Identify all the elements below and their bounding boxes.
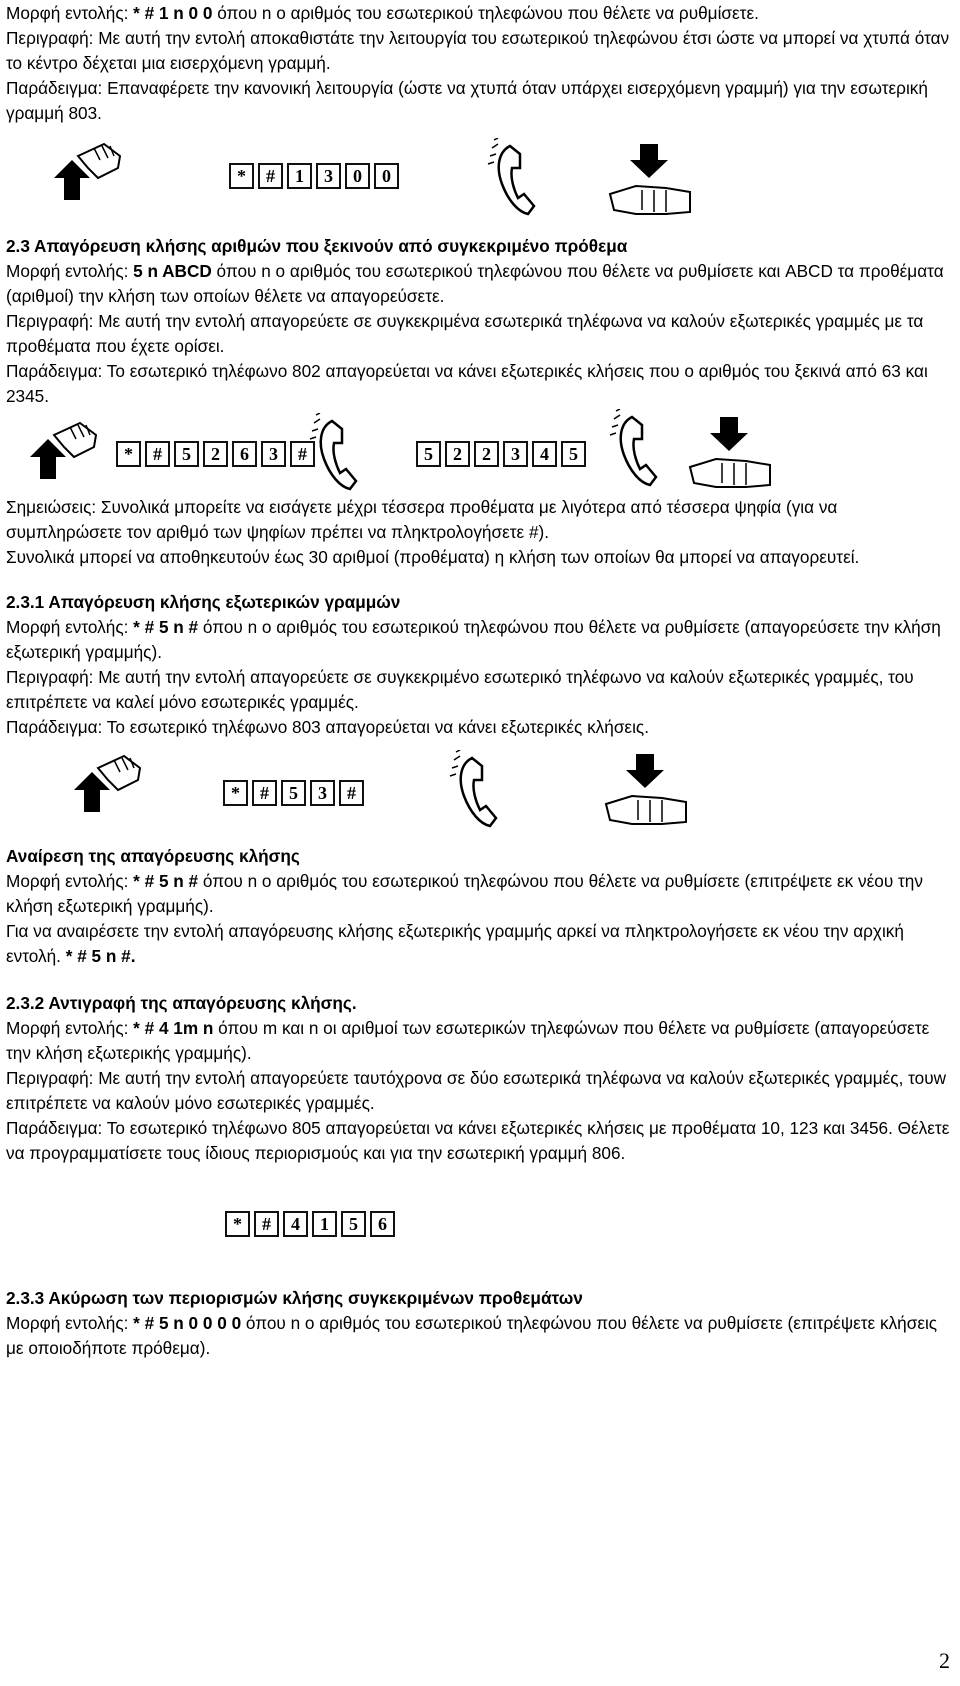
key: # <box>258 163 283 189</box>
figure-key-sequence-1 <box>6 126 954 234</box>
key: 3 <box>316 163 341 189</box>
hand-down-icon <box>686 417 776 493</box>
keypad-sequence <box>229 163 399 189</box>
keypad-sequence <box>225 1211 395 1237</box>
key: * <box>223 780 248 806</box>
key: 2 <box>203 441 228 467</box>
unban-heading: Αναίρεση της απαγόρευσης κλήσης <box>6 846 300 866</box>
keypad-sequence <box>223 780 364 806</box>
command-code: * # 4 1m n <box>133 1018 214 1038</box>
hand-down-icon <box>602 754 692 830</box>
ringing-phone-icon <box>606 409 666 489</box>
figure-key-sequence-4 <box>6 1166 954 1286</box>
key: 5 <box>561 441 586 467</box>
key: # <box>339 780 364 806</box>
key: * <box>229 163 254 189</box>
key: 1 <box>312 1211 337 1237</box>
key: # <box>290 441 315 467</box>
key: * <box>116 441 141 467</box>
key: 5 <box>281 780 306 806</box>
command-format-2-3-2: Μορφή εντολής: * # 4 1m n όπου m και n οι αριθμοί των εσωτερικών τηλεφώνων που θέλετε να ρυθμίσετε (απαγορεύσετε την κλήση εξωτερικής γραμμής). <box>6 1018 930 1063</box>
command-code: * # 1 n 0 0 <box>133 3 213 23</box>
key: 3 <box>261 441 286 467</box>
section-2-3-3-heading: 2.3.3 Ακύρωση των περιορισμών κλήσης συγκεκριμένων προθεμάτων <box>6 1288 583 1308</box>
figure-key-sequence-2 <box>6 409 954 495</box>
key: 1 <box>287 163 312 189</box>
key: 4 <box>283 1211 308 1237</box>
key: 2 <box>474 441 499 467</box>
notes-1: Σημειώσεις: Συνολικά μπορείτε να εισάγετε μέχρι τέσσερα προθέματα με λιγότερα από τέσσερα ψηφία (για να συμπληρώσετε τον αριθμό των ψηφίων πρέπει να πληκτρολογήσετε #). <box>6 497 838 542</box>
key: 3 <box>503 441 528 467</box>
command-format-unban: Μορφή εντολής: * # 5 n # όπου n ο αριθμός του εσωτερικού τηλεφώνου που θέλετε να ρυθμίσετε (επιτρέψετε εκ νέου την κλήση εξωτερική γραμμής). <box>6 871 923 916</box>
notes-2: Συνολικά μπορεί να αποθηκευτούν έως 30 αριθμοί (προθέματα) η κλήση των οποίων θα μπορεί να απαγορευτεί. <box>6 547 860 567</box>
key: 6 <box>370 1211 395 1237</box>
key: 0 <box>345 163 370 189</box>
hand-up-icon <box>34 138 134 210</box>
command-code: * # 5 n # <box>133 617 199 637</box>
key: 4 <box>532 441 557 467</box>
command-code: * # 5 n # <box>133 871 199 891</box>
command-code: * # 5 n 0 0 0 0 <box>133 1313 242 1333</box>
key: 3 <box>310 780 335 806</box>
command-format-1: Μορφή εντολής: * # 1 n 0 0 όπου n ο αριθμός του εσωτερικού τηλεφώνου που θέλετε να ρυθμίσετε. <box>6 3 759 23</box>
key: 2 <box>445 441 470 467</box>
ringing-phone-icon <box>306 413 366 493</box>
key: 5 <box>174 441 199 467</box>
description-2-3-1: Περιγραφή: Με αυτή την εντολή απαγορεύετε σε συγκεκριμένο εσωτερικό τηλέφωνο να καλούν εξωτερικές γραμμές, του επιτρέπετε να καλεί μόνο εσωτερικές γραμμές. <box>6 667 914 712</box>
keypad-sequence <box>416 441 586 467</box>
document-page <box>6 0 954 1361</box>
description-2-3-2: Περιγραφή: Με αυτή την εντολή απαγορεύετε ταυτόχρονα σε δύο εσωτερικά τηλέφωνα να καλούν εξωτερικές γραμμές, τουw επιτρέπετε να καλούν μόνο εσωτερικές γραμμές. <box>6 1068 947 1113</box>
hand-down-icon <box>606 144 696 220</box>
command-format-2-3-3: Μορφή εντολής: * # 5 n 0 0 0 0 όπου n ο αριθμός του εσωτερικού τηλεφώνου που θέλετε να ρυθμίσετε (επιτρέψετε κλήσεις με οποιοδήποτε πρόθεμα). <box>6 1313 938 1358</box>
hand-up-icon <box>10 417 110 489</box>
example-1: Παράδειγμα: Επαναφέρετε την κανονική λειτουργία (ώστε να χτυπά όταν υπάρχει εισερχόμενη γραμμή) για την εσωτερική γραμμή 803. <box>6 78 928 123</box>
section-2-3-heading: 2.3 Απαγόρευση κλήσης αριθμών που ξεκινούν από συγκεκριμένο πρόθεμα <box>6 236 628 256</box>
key: # <box>254 1211 279 1237</box>
ringing-phone-icon <box>484 138 554 222</box>
key: 5 <box>416 441 441 467</box>
key: * <box>225 1211 250 1237</box>
figure-key-sequence-3 <box>6 740 954 844</box>
command-format-2-3-1: Μορφή εντολής: * # 5 n # όπου n ο αριθμός του εσωτερικού τηλεφώνου που θέλετε να ρυθμίσετε (απαγορεύσετε την κλήση εξωτερική γραμμής). <box>6 617 941 662</box>
command-code: 5 n ABCD <box>133 261 212 281</box>
command-code: * # 5 n #. <box>65 946 136 966</box>
key: # <box>145 441 170 467</box>
example-2-3-1: Παράδειγμα: Το εσωτερικό τηλέφωνο 803 απαγορεύεται να κάνει εξωτερικές κλήσεις. <box>6 717 649 737</box>
section-2-3-1-heading: 2.3.1 Απαγόρευση κλήσης εξωτερικών γραμμών <box>6 592 401 612</box>
ringing-phone-icon <box>446 750 516 834</box>
command-format-2-3: Μορφή εντολής: 5 n ABCD όπου n ο αριθμός του εσωτερικού τηλεφώνου που θέλετε να ρυθμίσετε και ABCD τα προθέματα (αριθμοί) την κλήση των οποίων θέλετε να απαγορεύσετε. <box>6 261 944 306</box>
key: 0 <box>374 163 399 189</box>
description-2-3: Περιγραφή: Με αυτή την εντολή απαγορεύετε σε συγκεκριμένα εσωτερικά τηλέφωνα να καλούν εξωτερικές γραμμές με τα προθέματα που έχετε ορίσει. <box>6 311 924 356</box>
example-2-3-2: Παράδειγμα: Το εσωτερικό τηλέφωνο 805 απαγορεύεται να κάνει εξωτερικές κλήσεις με προθέματα 10, 123 και 3456. Θέλετε να προγραμματίσετε τους ίδιους περιορισμούς και για την εσωτερική γραμμή 806. <box>6 1118 950 1163</box>
description-1: Περιγραφή: Με αυτή την εντολή αποκαθιστάτε την λειτουργία του εσωτερικού τηλεφώνου έτσι ώστε να μπορεί να χτυπά όταν το κέντρο δέχεται μια εισερχόμενη γραμμή. <box>6 28 950 73</box>
key: # <box>252 780 277 806</box>
key: 5 <box>341 1211 366 1237</box>
page-number: 2 <box>939 1648 950 1673</box>
hand-up-icon <box>54 750 154 822</box>
keypad-sequence <box>116 441 315 467</box>
key: 6 <box>232 441 257 467</box>
example-2-3: Παράδειγμα: Το εσωτερικό τηλέφωνο 802 απαγορεύεται να κάνει εξωτερικές κλήσεις που ο αριθμός του ξεκινά από 63 και 2345. <box>6 361 928 406</box>
unban-instructions: Για να αναιρέσετε την εντολή απαγόρευσης κλήσης εξωτερικής γραμμής αρκεί να πληκτρολογήσετε εκ νέου την αρχική εντολή. * # 5 n #. <box>6 921 904 966</box>
section-2-3-2-heading: 2.3.2 Αντιγραφή της απαγόρευσης κλήσης. <box>6 993 357 1013</box>
